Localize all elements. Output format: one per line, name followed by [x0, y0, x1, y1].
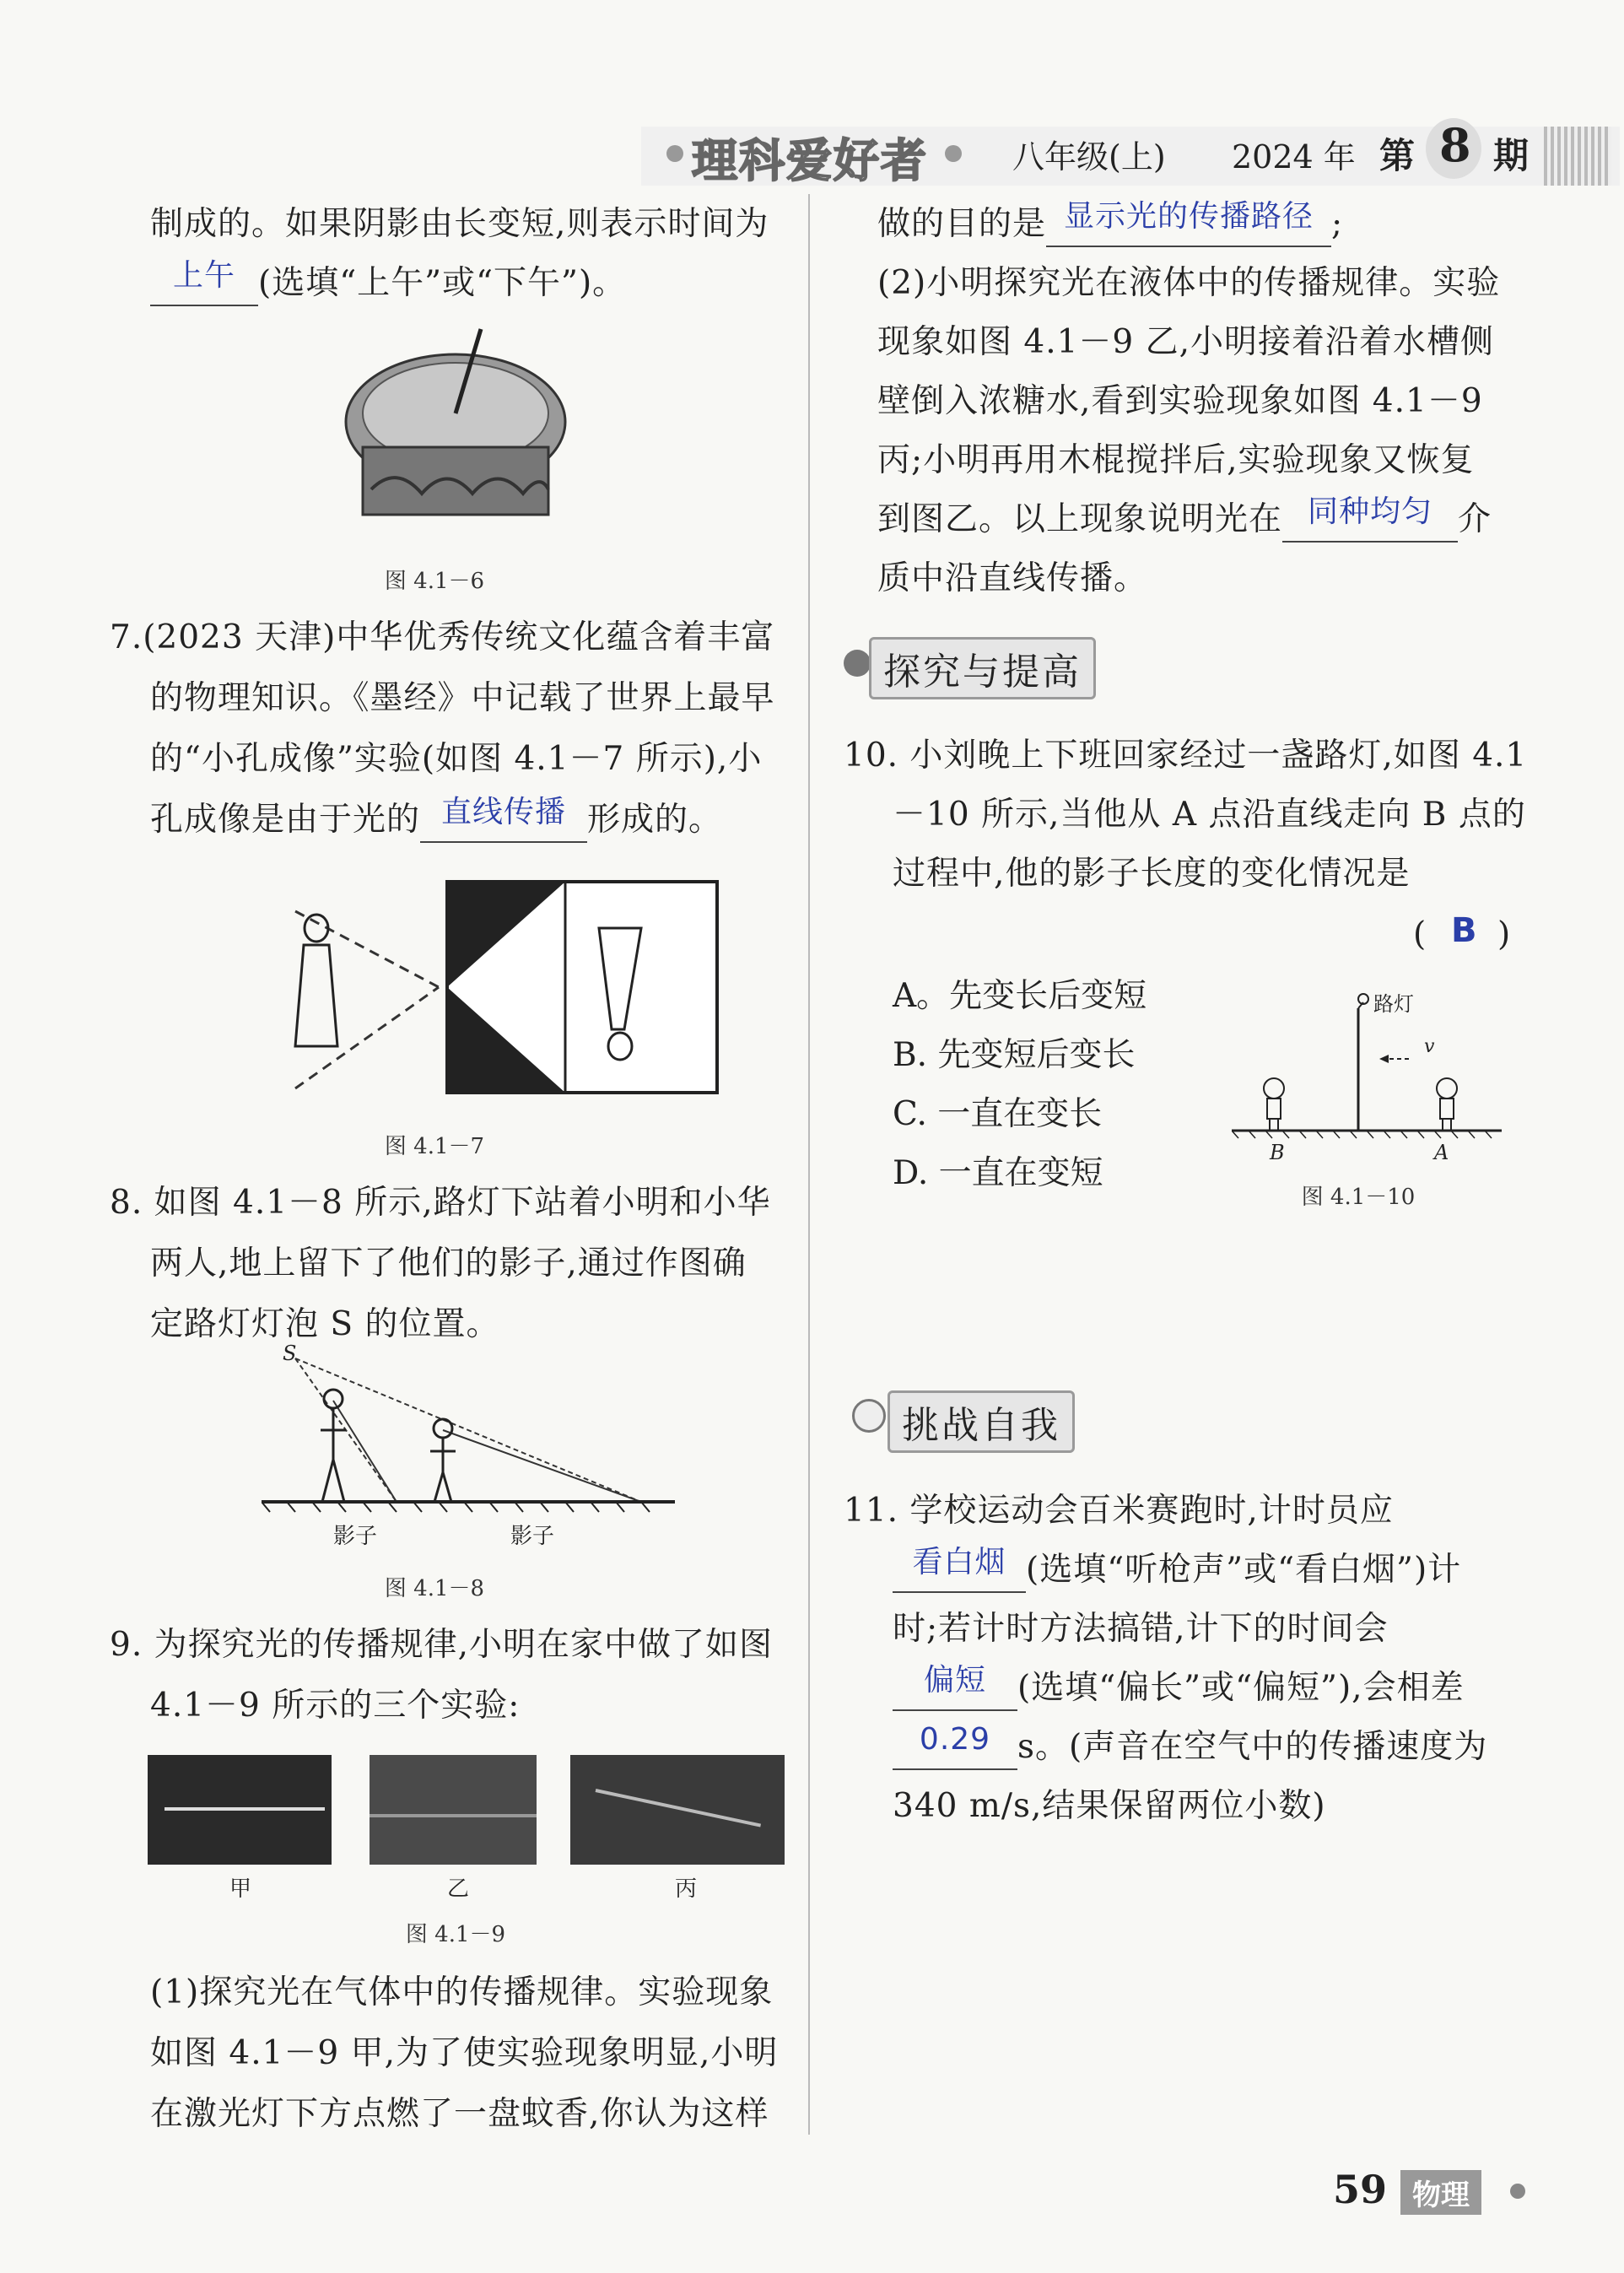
q10-answer: B: [1451, 911, 1477, 950]
header-issue-prefix: 第: [1379, 135, 1416, 176]
fig9-label-c: 丙: [675, 1876, 698, 1902]
q9-p2-line2: 现象如图 4.1－9 乙,小明接着沿着水槽侧: [877, 323, 1495, 361]
header-logo: 理科爱好者: [692, 134, 928, 187]
q9-p1-line4: 做的目的是 显示光的传播路径 ;: [877, 194, 1343, 255]
q11-answer-3: 0.29: [893, 1728, 1017, 1770]
q9-line1: 9. 为探究光的传播规律,小明在家中做了如图: [110, 1626, 774, 1664]
header-year: 2024 年: [1232, 138, 1356, 175]
q11-line3: 时;若计时方法搞错,计下的时间会: [893, 1610, 1389, 1648]
column-divider: [808, 194, 810, 2135]
fig8-label-s: S: [283, 1342, 297, 1365]
q9-p2-line6: 质中沿直线传播。: [877, 559, 1148, 597]
q9-line2: 4.1－9 所示的三个实验:: [150, 1687, 521, 1725]
fig9-label-b: 乙: [447, 1876, 470, 1902]
fig10-velocity-label: v: [1424, 1036, 1435, 1057]
q9-p1-line2: 如图 4.1－9 甲,为了使实验现象明显,小明: [150, 2034, 779, 2072]
q11-line2: 看白烟 (选填“听枪声”或“看白烟”)计: [893, 1540, 1461, 1601]
q10-option-c: C. 一直在变长: [893, 1095, 1103, 1133]
q10-option-d: D. 一直在变短: [893, 1154, 1103, 1192]
q10-option-b: B. 先变短后变长: [893, 1036, 1136, 1074]
fig10-point-a: A: [1434, 1141, 1449, 1164]
fig9-label-a: 甲: [229, 1876, 252, 1902]
q7-line3: 的“小孔成像”实验(如图 4.1－7 所示),小: [150, 740, 763, 778]
header-logo-dot-left: [666, 145, 683, 162]
q9-p2-line3: 壁倒入浓糖水,看到实验现象如图 4.1－9: [877, 382, 1483, 420]
q6-answer: 上午: [150, 264, 258, 306]
q10-paren-open: (: [1413, 915, 1427, 953]
q8-line1: 8. 如图 4.1－8 所示,路灯下站着小明和小华: [110, 1184, 771, 1222]
header-stripes: [1544, 127, 1611, 186]
section-challenge-icon: [852, 1399, 886, 1433]
q10-line1: 10. 小刘晚上下班回家经过一盏路灯,如图 4.1: [844, 737, 1528, 775]
fig9-photo-b: [370, 1755, 537, 1865]
q9-p2-line4: 丙;小明再用木棍搅拌后,实验现象又恢复: [877, 441, 1475, 479]
fig10-point-b: B: [1270, 1141, 1285, 1164]
q11-answer-1: 看白烟: [893, 1551, 1026, 1593]
section-explore-icon: [844, 650, 871, 677]
q10-line2: －10 所示,当他从 A 点沿直线走向 B 点的: [893, 796, 1526, 834]
fig10-lamp-label: 路灯: [1373, 992, 1414, 1016]
q11-line4: 偏短 (选填“偏长”或“偏短”),会相差: [893, 1658, 1465, 1719]
q8-line3: 定路灯灯泡 S 的位置。: [150, 1305, 500, 1343]
q11-answer-2: 偏短: [893, 1669, 1017, 1711]
fig7-caption: 图 4.1－7: [384, 1134, 485, 1159]
footer-dot: [1510, 2184, 1525, 2199]
fig6-caption: 图 4.1－6: [384, 569, 485, 594]
header-logo-dot-right: [945, 145, 962, 162]
figure-lamp-shadows: [262, 1350, 683, 1552]
header-issue-suffix: 期: [1493, 135, 1530, 176]
figure-sundial: [337, 321, 574, 540]
q6-line1: 制成的。如果阴影由长变短,则表示时间为: [150, 205, 769, 243]
q9-p2-answer: 同种均匀: [1282, 500, 1458, 543]
header-grade: 八年级(上): [1012, 138, 1166, 175]
fig9-photo-c: [570, 1755, 785, 1865]
q7-answer: 直线传播: [420, 801, 587, 843]
section-challenge-title: 挑战自我: [888, 1390, 1075, 1453]
q11-line6: 340 m/s,结果保留两位小数): [893, 1787, 1326, 1825]
q11-line1: 11. 学校运动会百米赛跑时,计时员应: [844, 1492, 1394, 1530]
q9-p1-answer: 显示光的传播路径: [1046, 205, 1331, 247]
q9-p1-line1: (1)探究光在气体中的传播规律。实验现象: [150, 1973, 774, 2011]
q9-p2-line5: 到图乙。以上现象说明光在 同种均匀 介: [877, 489, 1492, 550]
header-issue-number: 8: [1439, 118, 1471, 172]
footer-subject: 物理: [1400, 2170, 1481, 2215]
fig8-shadow-label-1: 影子: [333, 1524, 378, 1549]
q6-line2: 上午 (选填“上午”或“下午”)。: [150, 253, 626, 314]
fig10-caption: 图 4.1－10: [1301, 1185, 1416, 1210]
q7-line4: 孔成像是由于光的 直线传播 形成的。: [150, 790, 722, 850]
figure-pinhole: [278, 877, 734, 1097]
page-number: 59: [1333, 2167, 1388, 2212]
fig8-caption: 图 4.1－8: [384, 1576, 485, 1601]
fig9-caption: 图 4.1－9: [405, 1922, 506, 1947]
q9-p1-line3: 在激光灯下方点燃了一盘蚊香,你认为这样: [150, 2095, 769, 2133]
fig9-photo-a: [148, 1755, 332, 1865]
q11-line5: 0.29 s。(声音在空气中的传播速度为: [893, 1717, 1487, 1778]
q8-line2: 两人,地上留下了他们的影子,通过作图确: [150, 1244, 747, 1282]
section-explore-title: 探究与提高: [869, 637, 1096, 699]
q10-line3: 过程中,他的影子长度的变化情况是: [893, 855, 1411, 893]
q7-line2: 的物理知识。《墨经》中记载了世界上最早: [150, 679, 775, 717]
q9-p2-line1: (2)小明探究光在液体中的传播规律。实验: [877, 264, 1501, 302]
fig8-shadow-label-2: 影子: [510, 1524, 555, 1549]
q10-option-a: A。先变长后变短: [893, 977, 1147, 1015]
q7-line1: 7.(2023 天津)中华优秀传统文化蕴含着丰富: [110, 618, 775, 656]
q10-paren-close: ): [1497, 915, 1512, 953]
